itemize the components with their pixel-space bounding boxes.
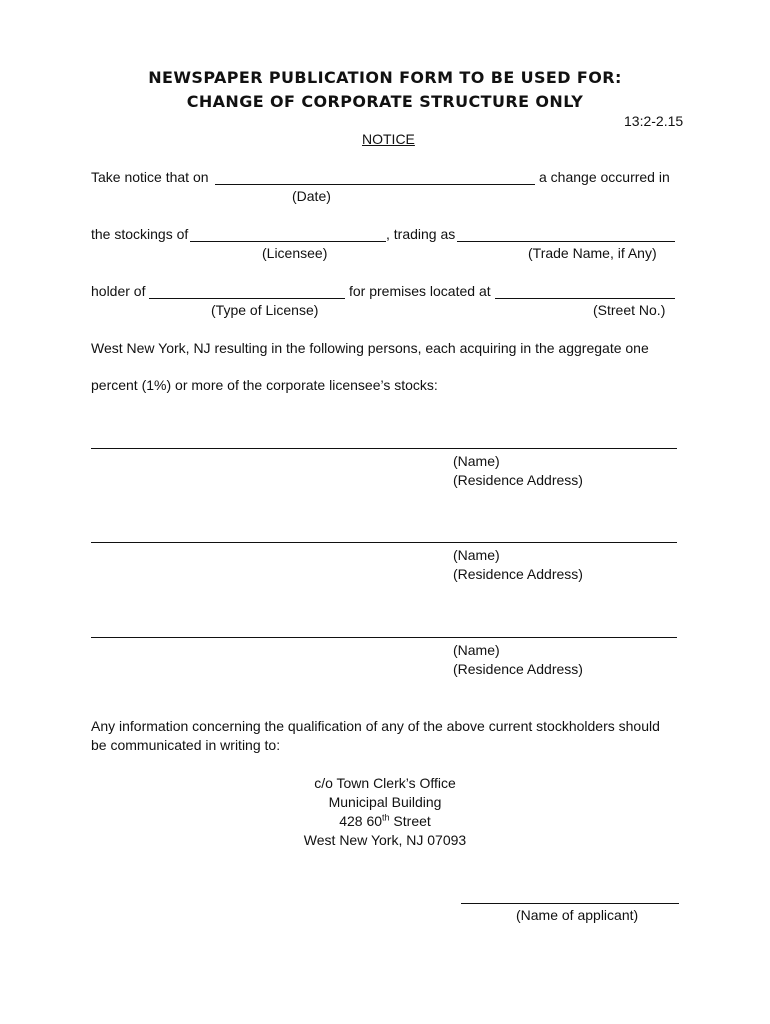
row2-middle: , trading as — [386, 226, 456, 242]
license-type-caption: (Type of License) — [211, 302, 319, 318]
address-line-2: Municipal Building — [328, 794, 442, 810]
license-type-field[interactable] — [149, 298, 345, 299]
address-line-4: West New York, NJ 07093 — [303, 832, 467, 848]
row2-prefix: the stockings of — [91, 226, 189, 242]
stockholder-2-name-caption: (Name) — [453, 547, 500, 563]
notice-heading: NOTICE — [362, 131, 415, 147]
stockholder-2-address-caption: (Residence Address) — [453, 566, 583, 582]
date-caption: (Date) — [292, 188, 331, 204]
stockholder-1-name-caption: (Name) — [453, 453, 500, 469]
form-title-line-1: NEWSPAPER PUBLICATION FORM TO BE USED FOR: — [148, 68, 622, 87]
date-field[interactable] — [215, 184, 535, 185]
paragraph-line-2: percent (1%) or more of the corporate licensee’s stocks: — [91, 377, 438, 393]
paragraph-line-1: West New York, NJ resulting in the following persons, each acquiring in the aggregate one — [91, 340, 649, 356]
applicant-caption: (Name of applicant) — [516, 907, 639, 923]
stockholder-2-line[interactable] — [91, 542, 677, 543]
address-line-1: c/o Town Clerk’s Office — [314, 775, 456, 791]
row3-middle: for premises located at — [349, 283, 491, 299]
info-line-2: be communicated in writing to: — [91, 737, 281, 753]
row3-prefix: holder of — [91, 283, 146, 299]
stockholder-3-line[interactable] — [91, 637, 677, 638]
form-title-line-2: CHANGE OF CORPORATE STRUCTURE ONLY — [186, 92, 584, 111]
stockholder-1-line[interactable] — [91, 448, 677, 449]
stockholder-3-name-caption: (Name) — [453, 642, 500, 658]
row1-prefix: Take notice that on — [91, 169, 209, 185]
licensee-field[interactable] — [190, 241, 386, 242]
statute-code: 13:2-2.15 — [624, 113, 684, 129]
applicant-name-field[interactable] — [461, 903, 679, 904]
row1-suffix: a change occurred in — [539, 169, 670, 185]
licensee-caption: (Licensee) — [262, 245, 328, 261]
info-line-1: Any information concerning the qualification of any of the above current stockholders should — [91, 718, 660, 734]
stockholder-3-address-caption: (Residence Address) — [453, 661, 583, 677]
trade-name-field[interactable] — [457, 241, 675, 242]
address-line-3: 428 60th Street — [339, 812, 431, 829]
street-number-caption: (Street No.) — [593, 302, 666, 318]
street-number-field[interactable] — [495, 298, 675, 299]
stockholder-1-address-caption: (Residence Address) — [453, 472, 583, 488]
trade-name-caption: (Trade Name, if Any) — [528, 245, 657, 261]
